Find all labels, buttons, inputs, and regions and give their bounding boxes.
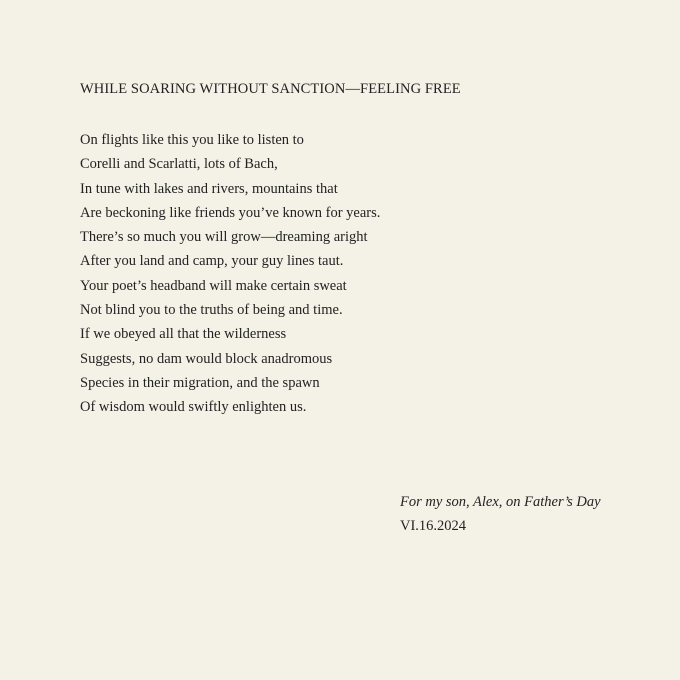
- poem-line: On flights like this you like to listen to: [80, 132, 304, 148]
- poem-line: After you land and camp, your guy lines taut.: [80, 253, 344, 270]
- poem-line: Of wisdom would swiftly enlighten us.: [80, 399, 307, 416]
- poem-line: If we obeyed all that the wilderness: [80, 326, 287, 343]
- poem-body: [80, 128, 380, 420]
- poem-line: Species in their migration, and the spawn: [80, 374, 320, 391]
- poem-title: WHILE SOARING WITHOUT SANCTION—FEELING FREE: [80, 81, 461, 97]
- poem-line: Not blind you to the truths of being and time.: [80, 302, 343, 319]
- dedication: For my son, Alex, on Father’s Day: [400, 494, 601, 510]
- poem-line: Are beckoning like friends you’ve known for years.: [80, 204, 381, 221]
- poem-line: In tune with lakes and rivers, mountains that: [80, 180, 338, 197]
- poem-line: There’s so much you will grow—dreaming aright: [80, 229, 368, 246]
- poem-line: Suggests, no dam would block anadromous: [80, 350, 333, 367]
- poem-line: Corelli and Scarlatti, lots of Bach,: [80, 156, 278, 173]
- date: VI.16.2024: [400, 518, 467, 534]
- poem-line: Your poet’s headband will make certain sweat: [80, 277, 347, 294]
